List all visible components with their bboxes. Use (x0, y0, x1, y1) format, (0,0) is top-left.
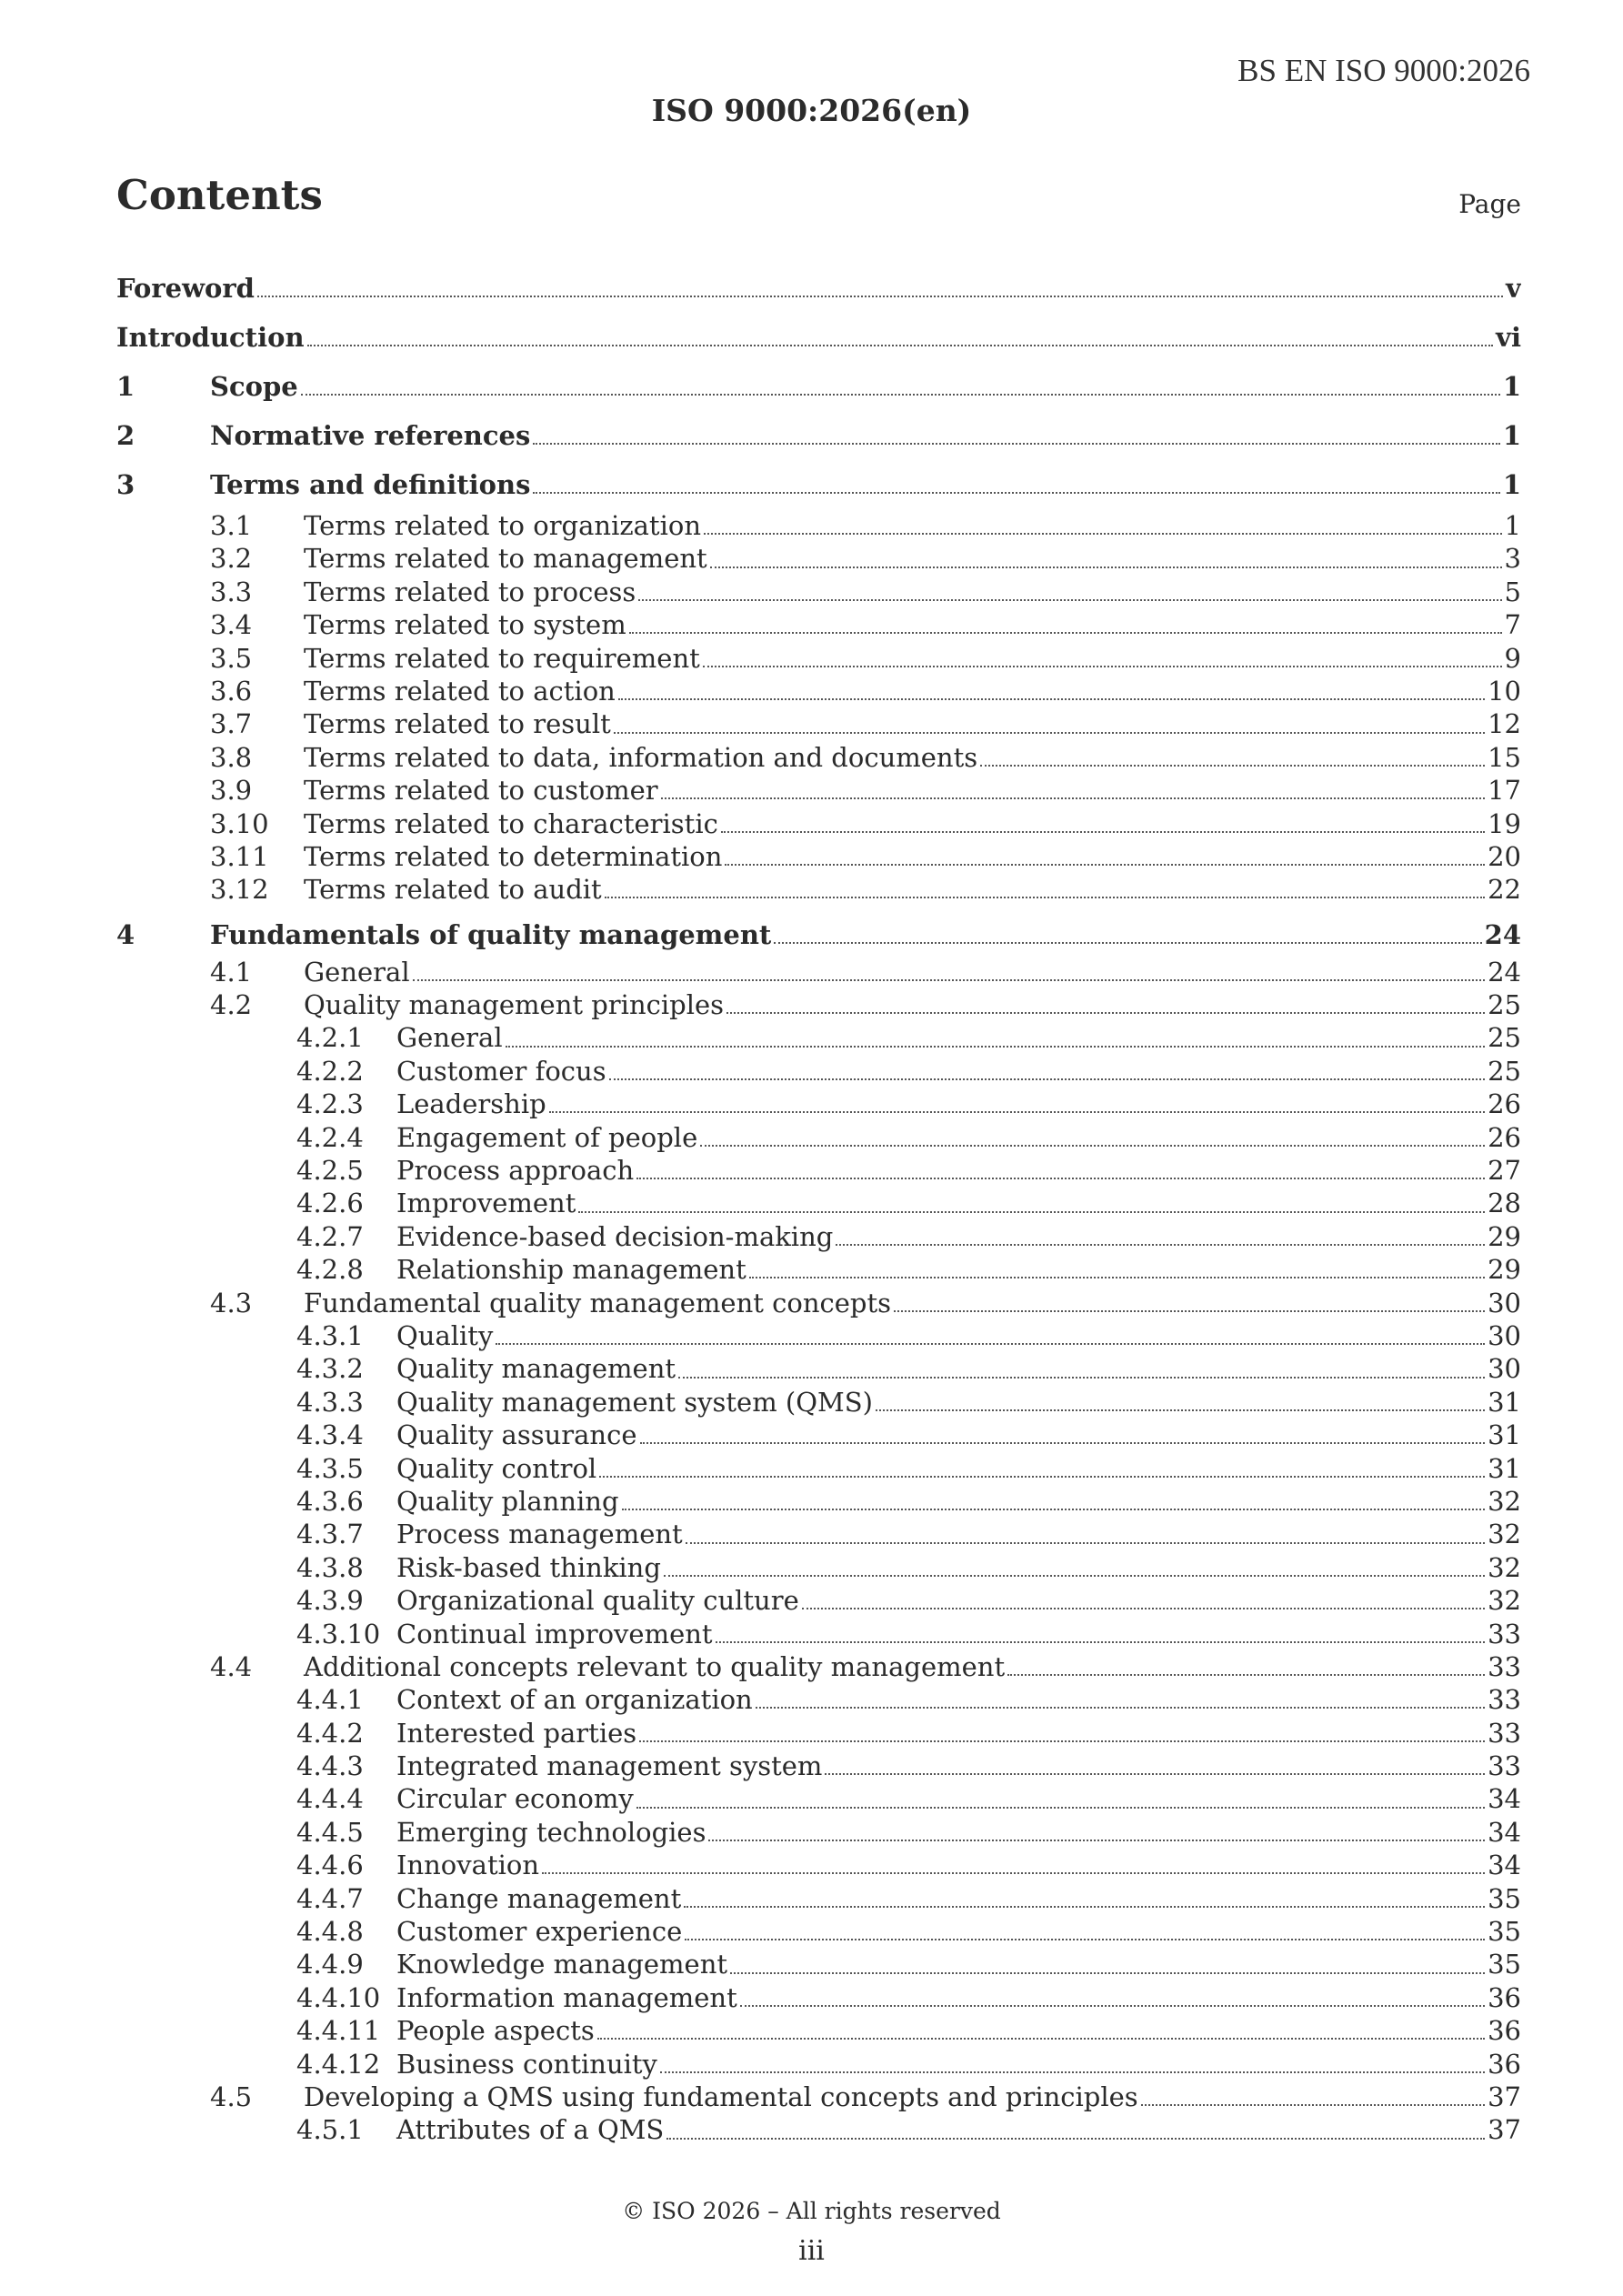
toc-entry-title: Terms related to process (304, 576, 636, 607)
dot-leader (710, 566, 1502, 568)
dot-leader (836, 1244, 1485, 1246)
toc-entry-page: 1 (1502, 371, 1521, 402)
toc-entry-page: 9 (1504, 642, 1521, 674)
dot-leader (605, 897, 1485, 898)
toc-entry[interactable] (116, 873, 1521, 906)
page-title: Contents (116, 171, 323, 219)
toc-entry-title: Fundamental quality management concepts (304, 1287, 892, 1318)
dot-leader (660, 2071, 1485, 2073)
toc-entry-number: 3.2 (210, 543, 253, 575)
toc-entry-page: 27 (1488, 1155, 1521, 1187)
toc-entry-title: Scope (210, 371, 298, 402)
toc-entry-title: Knowledge management (396, 1949, 728, 1980)
toc-entry-page: 5 (1504, 576, 1521, 607)
dot-leader (716, 1641, 1486, 1643)
toc-entry-number: 4.3.10 (296, 1618, 381, 1649)
dot-leader (640, 1442, 1486, 1444)
toc-entry[interactable] (116, 1981, 1521, 2014)
toc-entry[interactable] (116, 509, 1521, 542)
dot-leader (549, 1111, 1485, 1113)
toc-entry-number: 4.4.3 (296, 1750, 364, 1782)
dot-leader (740, 2005, 1485, 2007)
page-number: iii (798, 2235, 825, 2267)
toc-entry-number: 4.4.8 (296, 1916, 364, 1948)
toc-entry[interactable] (116, 1849, 1521, 1881)
toc-entry[interactable] (116, 1021, 1521, 1054)
toc-entry[interactable] (116, 1485, 1521, 1518)
dot-leader (708, 1840, 1485, 1841)
toc-entry-title: Leadership (396, 1088, 546, 1120)
toc-entry[interactable] (116, 264, 1521, 313)
toc-entry-number: 4.3.2 (296, 1353, 364, 1385)
toc-entry[interactable] (116, 2080, 1521, 2113)
toc-entry-number: 4.2.7 (296, 1220, 364, 1252)
toc-entry-title: Process approach (396, 1155, 635, 1187)
dot-leader (257, 296, 1503, 297)
toc-entry-number: 4.2.1 (296, 1022, 364, 1054)
toc-entry-number: 4.3 (210, 1287, 253, 1318)
dot-leader (825, 1773, 1485, 1775)
toc-entry-title: Innovation (396, 1850, 540, 1881)
toc-entry-number: 4.4.12 (296, 2048, 381, 2080)
toc-entry[interactable] (116, 1055, 1521, 1088)
toc-entry[interactable] (116, 707, 1521, 740)
toc-entry-page: 25 (1488, 1022, 1521, 1054)
toc-entry[interactable] (116, 1816, 1521, 1849)
dot-leader (980, 765, 1485, 767)
toc-entry-title: Terms related to action (304, 675, 616, 707)
toc-entry-page: 26 (1488, 1121, 1521, 1153)
toc-entry-number: 3.9 (210, 775, 253, 807)
toc-entry-title: Circular economy (396, 1783, 634, 1815)
toc-entry-page: 28 (1488, 1188, 1521, 1219)
toc-entry-page: 33 (1488, 1717, 1521, 1749)
toc-entry-page: 12 (1488, 708, 1521, 740)
toc-entry-number: 4.4.10 (296, 1981, 381, 2013)
toc-entry-title: Customer experience (396, 1916, 683, 1948)
dot-leader (506, 1046, 1485, 1048)
dot-leader (726, 1012, 1485, 1014)
toc-entry-title: Terms related to result (304, 708, 611, 740)
toc-entry[interactable] (116, 988, 1521, 1021)
toc-entry-number: 4.2.2 (296, 1055, 364, 1087)
toc-entry-title: General (304, 956, 410, 988)
toc-entry-title: Quality management (396, 1353, 676, 1385)
dot-leader (749, 1277, 1485, 1278)
toc-entry[interactable] (116, 2014, 1521, 2047)
toc-entry[interactable] (116, 914, 1521, 956)
dot-leader (876, 1409, 1485, 1411)
toc-entry-title: Terms and definitions (210, 469, 531, 500)
toc-entry-page: 34 (1488, 1850, 1521, 1881)
toc-entry-number: 4.2.3 (296, 1088, 364, 1120)
toc-entry-page: 25 (1488, 1055, 1521, 1087)
toc-entry[interactable] (116, 675, 1521, 707)
toc-entry-page: 1 (1502, 420, 1521, 451)
toc-entry-title: Quality planning (396, 1485, 619, 1517)
dot-leader (599, 1476, 1485, 1478)
toc-entry[interactable] (116, 741, 1521, 774)
dot-leader (413, 979, 1485, 981)
dot-leader (307, 345, 1494, 346)
toc-entry-number: 4.2.5 (296, 1155, 364, 1187)
toc-entry[interactable] (116, 460, 1521, 509)
dot-leader (533, 443, 1499, 445)
toc-entry[interactable] (116, 1253, 1521, 1286)
dot-leader (686, 1542, 1485, 1544)
toc-entry-page: 24 (1488, 956, 1521, 988)
toc-entry[interactable] (116, 1352, 1521, 1385)
document-id: ISO 9000:2026(en) (651, 93, 972, 128)
toc-entry-number: 4.2 (210, 989, 253, 1021)
toc-entry-number: 4.3.7 (296, 1519, 364, 1550)
toc-entry-number: 4.4.11 (296, 2015, 381, 2047)
toc-entry-number: 3.11 (210, 840, 269, 872)
toc-entry-number: 3 (116, 469, 135, 500)
toc-entry-page: vi (1496, 322, 1521, 353)
toc-entry-page: 3 (1504, 543, 1521, 575)
toc-entry-page: 32 (1488, 1485, 1521, 1517)
toc-entry-page: 30 (1488, 1287, 1521, 1318)
toc-entry[interactable] (116, 2048, 1521, 2080)
toc-entry-number: 3.7 (210, 708, 253, 740)
toc-entry-page: 26 (1488, 1088, 1521, 1120)
toc-entry[interactable] (116, 1518, 1521, 1550)
toc-entry-number: 4.3.6 (296, 1485, 364, 1517)
toc-entry-page: 24 (1484, 918, 1521, 950)
table-of-contents (116, 264, 1521, 2147)
dot-leader (685, 1939, 1485, 1940)
toc-entry[interactable] (116, 1717, 1521, 1750)
toc-entry-title: Terms related to requirement (304, 642, 700, 674)
toc-entry[interactable] (116, 1121, 1521, 1154)
toc-entry-number: 4.3.8 (296, 1551, 364, 1583)
toc-entry-title: Integrated management system (396, 1750, 823, 1782)
toc-entry[interactable] (116, 1220, 1521, 1253)
toc-entry-title: Additional concepts relevant to quality management (304, 1650, 1006, 1682)
toc-entry[interactable] (116, 1088, 1521, 1120)
toc-entry-page: 19 (1488, 807, 1521, 839)
toc-entry-page: 33 (1488, 1750, 1521, 1782)
toc-entry-number: 4.3.1 (296, 1319, 364, 1351)
toc-entry-title: Developing a QMS using fundamental concepts and principles (304, 2080, 1138, 2112)
toc-entry[interactable] (116, 1750, 1521, 1782)
toc-entry-page: 22 (1488, 874, 1521, 906)
toc-entry-title: Business continuity (396, 2048, 657, 2080)
toc-entry-title: Emerging technologies (396, 1816, 706, 1848)
toc-entry-title: Normative references (210, 420, 531, 451)
toc-entry[interactable] (116, 411, 1521, 460)
toc-entry-title: Continual improvement (396, 1618, 713, 1649)
dot-leader (639, 1740, 1485, 1742)
toc-entry-page: 33 (1488, 1618, 1521, 1649)
toc-entry-page: 1 (1502, 469, 1521, 500)
toc-entry-number: 4.3.9 (296, 1585, 364, 1617)
toc-entry[interactable] (116, 1287, 1521, 1319)
toc-entry-page: 30 (1488, 1353, 1521, 1385)
dot-leader (614, 732, 1485, 734)
toc-entry-title: Terms related to characteristic (304, 807, 718, 839)
toc-entry[interactable] (116, 774, 1521, 807)
toc-entry[interactable] (116, 362, 1521, 411)
toc-entry-page: 29 (1488, 1220, 1521, 1252)
toc-entry-page: 17 (1488, 775, 1521, 807)
toc-entry-number: 4.2.6 (296, 1188, 364, 1219)
toc-entry-number: 3.5 (210, 642, 253, 674)
toc-entry-page: 15 (1488, 741, 1521, 773)
toc-entry-title: Process management (396, 1519, 683, 1550)
toc-entry-page: 10 (1488, 675, 1521, 707)
toc-entry-number: 4.1 (210, 956, 253, 988)
toc-entry-page: 36 (1488, 2048, 1521, 2080)
toc-entry-number: 3.4 (210, 609, 253, 641)
toc-entry-title: Foreword (116, 273, 255, 304)
dot-leader (542, 1872, 1485, 1874)
dot-leader (700, 1145, 1485, 1147)
dot-leader (684, 1906, 1485, 1908)
toc-entry-page: 33 (1488, 1650, 1521, 1682)
toc-entry-number: 4.3.4 (296, 1419, 364, 1451)
dot-leader (597, 2038, 1485, 2040)
dot-leader (774, 942, 1481, 944)
toc-entry-title: Terms related to organization (304, 510, 701, 541)
dot-leader (666, 2138, 1485, 2140)
toc-entry-title: Terms related to determination (304, 840, 723, 872)
toc-entry-page: 34 (1488, 1783, 1521, 1815)
dot-leader (638, 599, 1501, 601)
toc-entry-page: v (1506, 273, 1521, 304)
toc-entry[interactable] (116, 1683, 1521, 1716)
toc-entry-number: 4.4.4 (296, 1783, 364, 1815)
toc-entry-page: 36 (1488, 1981, 1521, 2013)
dot-leader (704, 533, 1502, 535)
toc-entry[interactable] (116, 1882, 1521, 1915)
toc-entry[interactable] (116, 1419, 1521, 1451)
toc-entry[interactable] (116, 1154, 1521, 1187)
toc-entry-page: 35 (1488, 1882, 1521, 1914)
toc-entry[interactable] (116, 2113, 1521, 2146)
toc-entry-title: Interested parties (396, 1717, 637, 1749)
dot-leader (802, 1608, 1485, 1609)
toc-entry[interactable] (116, 1618, 1521, 1650)
toc-entry-number: 4.4.6 (296, 1850, 364, 1881)
toc-entry-number: 4.4.9 (296, 1949, 364, 1980)
dot-leader (678, 1377, 1485, 1379)
toc-entry-number: 4 (116, 918, 135, 950)
toc-entry-title: Terms related to customer (304, 775, 658, 807)
toc-entry-page: 37 (1488, 2114, 1521, 2146)
dot-leader (578, 1211, 1485, 1213)
toc-entry-title: Terms related to audit (304, 874, 602, 906)
toc-entry-title: Terms related to management (304, 543, 707, 575)
toc-entry-title: Introduction (116, 322, 305, 353)
standard-code: BS EN ISO 9000:2026 (1237, 53, 1530, 88)
toc-entry[interactable] (116, 1187, 1521, 1219)
toc-entry-page: 31 (1488, 1419, 1521, 1451)
toc-entry-page: 30 (1488, 1319, 1521, 1351)
toc-entry-number: 3.8 (210, 741, 253, 773)
toc-entry[interactable] (116, 1386, 1521, 1419)
toc-entry-title: Change management (396, 1882, 682, 1914)
toc-entry[interactable] (116, 807, 1521, 840)
toc-entry-title: Attributes of a QMS (396, 2114, 665, 2146)
toc-entry-page: 35 (1488, 1916, 1521, 1948)
toc-entry-page: 37 (1488, 2080, 1521, 2112)
dot-leader (756, 1707, 1485, 1709)
toc-entry-title: Quality management system (QMS) (396, 1386, 873, 1418)
toc-entry-page: 31 (1488, 1452, 1521, 1484)
toc-entry-title: Context of an organization (396, 1684, 753, 1716)
toc-entry-number: 4.2.4 (296, 1121, 364, 1153)
dot-leader (636, 1178, 1485, 1179)
toc-entry-title: General (396, 1022, 503, 1054)
toc-entry-page: 1 (1504, 510, 1521, 541)
toc-entry[interactable] (116, 1650, 1521, 1683)
toc-entry-number: 4.5 (210, 2080, 253, 2112)
toc-entry-page: 29 (1488, 1254, 1521, 1286)
copyright-notice: © ISO 2026 – All rights reserved (622, 2198, 1001, 2224)
toc-entry-number: 4.4.1 (296, 1684, 364, 1716)
dot-leader (1007, 1674, 1485, 1676)
toc-entry-title: Terms related to data, information and documents (304, 741, 978, 773)
toc-entry-number: 3.6 (210, 675, 253, 707)
toc-entry-number: 4.4 (210, 1650, 253, 1682)
dot-leader (703, 666, 1502, 667)
toc-entry-number: 4.5.1 (296, 2114, 364, 2146)
toc-entry-title: Information management (396, 1981, 737, 2013)
toc-entry-page: 36 (1488, 2015, 1521, 2047)
toc-entry[interactable] (116, 1319, 1521, 1352)
dot-leader (730, 1972, 1485, 1974)
dot-leader (721, 831, 1485, 833)
toc-entry-title: Evidence-based decision-making (396, 1220, 834, 1252)
dot-leader (622, 1509, 1486, 1510)
dot-leader (618, 698, 1485, 700)
toc-entry[interactable] (116, 608, 1521, 641)
toc-entry-number: 4.4.5 (296, 1816, 364, 1848)
toc-entry-page: 25 (1488, 989, 1521, 1021)
toc-entry[interactable] (116, 840, 1521, 873)
toc-entry[interactable] (116, 1948, 1521, 1980)
toc-entry-page: 35 (1488, 1949, 1521, 1980)
toc-entry[interactable] (116, 642, 1521, 675)
toc-entry-number: 3.12 (210, 874, 269, 906)
dot-leader (1141, 2104, 1485, 2106)
toc-entry-title: Improvement (396, 1188, 576, 1219)
toc-entry-number: 3.3 (210, 576, 253, 607)
toc-entry-title: Relationship management (396, 1254, 746, 1286)
toc-entry-page: 33 (1488, 1684, 1521, 1716)
toc-entry-title: Customer focus (396, 1055, 606, 1087)
dot-leader (636, 1807, 1485, 1809)
toc-entry-page: 7 (1504, 609, 1521, 641)
toc-entry-title: Quality (396, 1319, 494, 1351)
dot-leader (533, 492, 1499, 494)
toc-entry-number: 1 (116, 371, 135, 402)
dot-leader (894, 1310, 1485, 1312)
dot-leader (629, 632, 1502, 634)
toc-entry-number: 4.3.3 (296, 1386, 364, 1418)
toc-entry-title: Risk-based thinking (396, 1551, 661, 1583)
toc-entry-title: Fundamentals of quality management (210, 918, 772, 950)
dot-leader (725, 864, 1485, 866)
toc-entry-number: 4.2.8 (296, 1254, 364, 1286)
toc-entry-title: Terms related to system (304, 609, 626, 641)
toc-entry-page: 20 (1488, 840, 1521, 872)
toc-entry-page: 34 (1488, 1816, 1521, 1848)
dot-leader (496, 1343, 1485, 1345)
toc-entry[interactable] (116, 313, 1521, 362)
toc-entry-page: 32 (1488, 1551, 1521, 1583)
toc-entry-number: 2 (116, 420, 135, 451)
toc-entry-page: 32 (1488, 1519, 1521, 1550)
toc-entry[interactable] (116, 956, 1521, 988)
toc-entry-page: 32 (1488, 1585, 1521, 1617)
toc-entry[interactable] (116, 1915, 1521, 1948)
toc-entry-title: Quality assurance (396, 1419, 637, 1451)
toc-entry-number: 3.1 (210, 510, 253, 541)
toc-entry-title: Quality management principles (304, 989, 725, 1021)
toc-entry[interactable] (116, 1452, 1521, 1485)
toc-entry-title: Organizational quality culture (396, 1585, 799, 1617)
toc-entry-title: Quality control (396, 1452, 597, 1484)
toc-entry-number: 4.4.2 (296, 1717, 364, 1749)
toc-entry-number: 3.10 (210, 807, 269, 839)
toc-entry[interactable] (116, 1782, 1521, 1815)
dot-leader (609, 1078, 1485, 1080)
toc-entry-number: 4.3.5 (296, 1452, 364, 1484)
dot-leader (301, 394, 1500, 396)
toc-entry[interactable] (116, 542, 1521, 575)
toc-entry-number: 4.4.7 (296, 1882, 364, 1914)
dot-leader (664, 1575, 1485, 1577)
toc-entry[interactable] (116, 576, 1521, 608)
toc-entry-title: People aspects (396, 2015, 595, 2047)
page-column-label: Page (1458, 189, 1521, 219)
toc-entry[interactable] (116, 1584, 1521, 1617)
toc-entry[interactable] (116, 1551, 1521, 1584)
toc-entry-page: 31 (1488, 1386, 1521, 1418)
toc-entry-title: Engagement of people (396, 1121, 698, 1153)
dot-leader (661, 797, 1485, 799)
